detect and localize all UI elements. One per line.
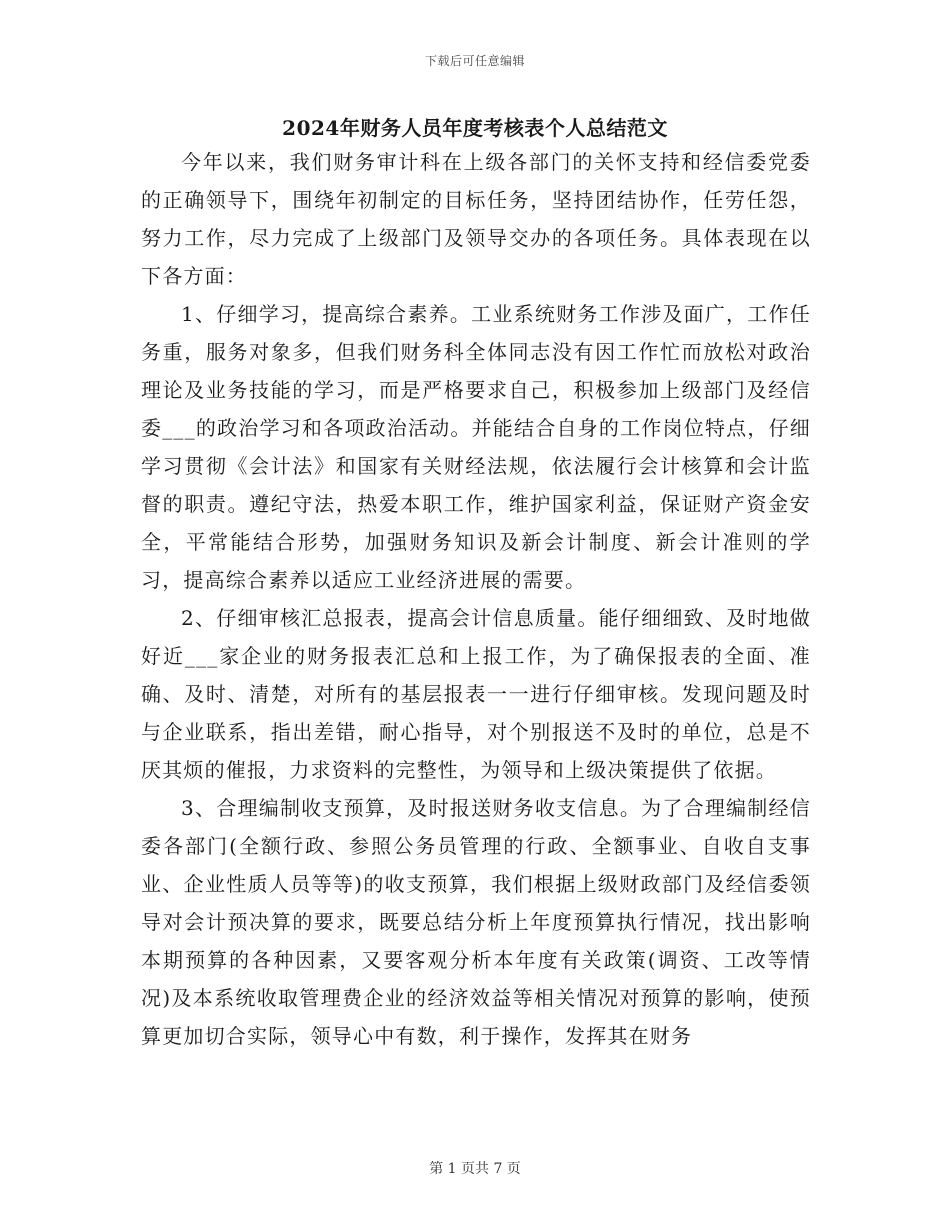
paragraph-study: 1、仔细学习，提高综合素养。工业系统财务工作涉及面广，工作任务重，服务对象多，但我们财务科全体同志没有因工作忙而放松对政治理论及业务技能的学习，而是严格要求自己，积极参加上级部门及经信委___的政治学习和各项政治活动。并能结合自身的工作岗位特点，仔细学习贯彻《会计法》和国家有关财经法规，依法履行会计核算和会计监督的职责。遵纪守法，热爱本职工作，维护国家利益，保证财产资金安全，平常能结合形势，加强财务知识及新会计制度、新会计准则的学习，提高综合素养以适应工业经济进展的需要。: [141, 302, 811, 592]
paragraph-intro: 今年以来，我们财务审计科在上级各部门的关怀支持和经信委党委的正确领导下，围绕年初制定的目标任务，坚持团结协作，任劳任怨，努力工作，尽力完成了上级部门及领导交办的各项任务。具体表现在以下各方面：: [141, 150, 811, 288]
paragraph-budget: 3、合理编制收支预算，及时报送财务收支信息。为了合理编制经信委各部门(全额行政、参照公务员管理的行政、全额事业、自收自支事业、企业性质人员等等)的收支预算，我们根据上级财政部门及经信委领导对会计预决算的要求，既要总结分析上年度预算执行情况，找出影响本期预算的各种因素，又要客观分析本年度有关政策(调资、工改等情况)及本系统收取管理费企业的经济效益等相关情况对预算的影响，使预算更加切合实际，领导心中有数，利于操作，发挥其在财务: [141, 796, 811, 1048]
page-header-note: 下载后可任意编辑: [424, 54, 525, 68]
paragraph-reports: 2、仔细审核汇总报表，提高会计信息质量。能仔细细致、及时地做好近___家企业的财务报表汇总和上报工作，为了确保报表的全面、准确、及时、清楚，对所有的基层报表一一进行仔细审核。发现问题及时与企业联系，指出差错，耐心指导，对个别报送不及时的单位，总是不厌其烦的催报，力求资料的完整性，为领导和上级决策提供了依据。: [141, 606, 811, 782]
document-body: [141, 143, 811, 1055]
page-number: 第 1 页共 7 页: [429, 1161, 521, 1177]
document-title: 2024年财务人员年度考核表个人总结范文: [282, 116, 668, 140]
